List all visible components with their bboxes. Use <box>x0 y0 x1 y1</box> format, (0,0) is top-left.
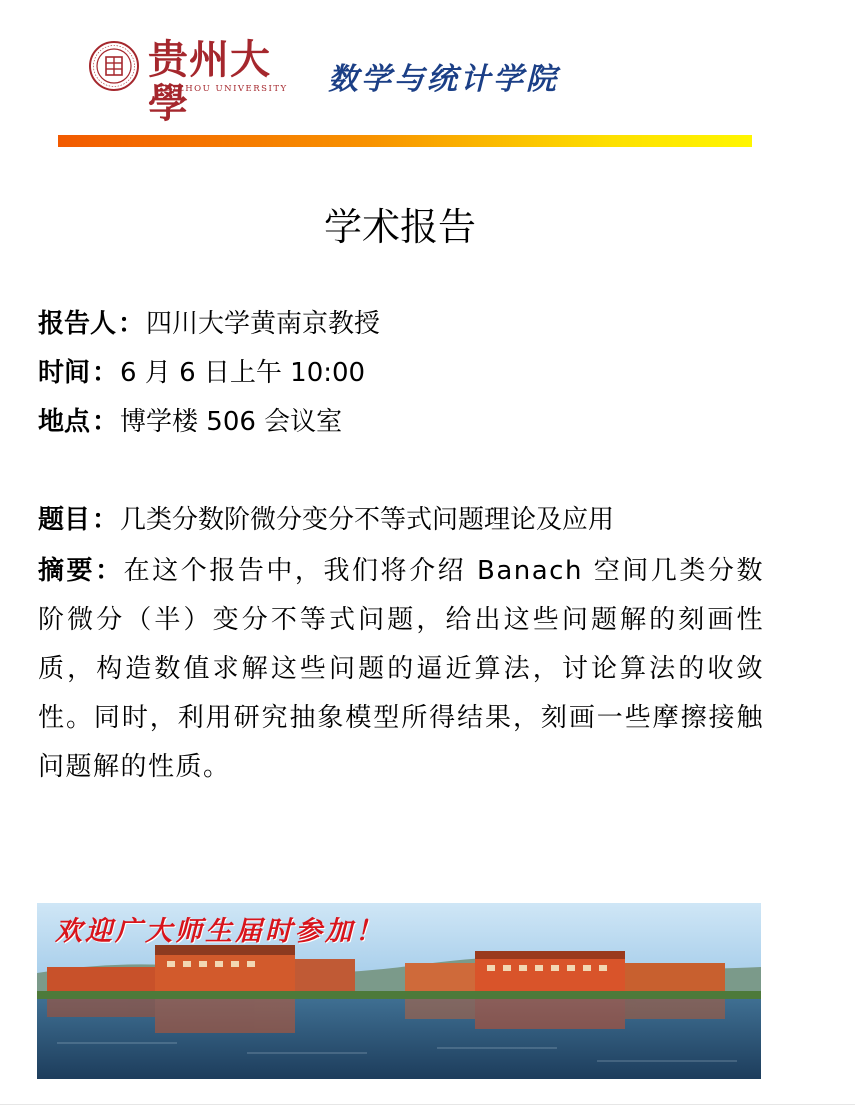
header-gradient-rule <box>58 135 752 147</box>
speaker-value: 四川大学黄南京教授 <box>146 309 381 339</box>
location-row <box>38 400 768 449</box>
page-bottom-divider <box>0 1104 855 1105</box>
location-label: 地点 <box>38 407 91 437</box>
speaker-row <box>38 302 768 351</box>
campus-banner <box>37 903 761 1079</box>
speaker-label: 报告人 <box>38 309 117 339</box>
time-row <box>38 351 768 400</box>
label-separator: ： <box>95 556 124 586</box>
topic-value: 几类分数阶微分变分不等式问题理论及应用 <box>120 505 615 535</box>
time-label: 时间 <box>38 358 91 388</box>
abstract-paragraph <box>38 547 764 792</box>
label-separator: ： <box>92 358 119 388</box>
label-separator: ： <box>92 407 119 437</box>
university-seal-icon <box>88 40 140 92</box>
university-name-cn: 贵州大學 <box>148 36 271 127</box>
topic-row <box>38 498 768 542</box>
label-separator: ： <box>118 309 145 339</box>
label-separator: ： <box>92 505 119 535</box>
location-value: 博学楼 506 会议室 <box>120 407 343 437</box>
topic-label: 题目 <box>38 505 91 535</box>
abstract-label: 摘要 <box>38 556 96 586</box>
college-name: 数学与统计学院 <box>328 62 559 97</box>
page-title: 学术报告 <box>323 205 476 249</box>
seminar-info <box>38 302 768 449</box>
time-value: 6 月 6 日上午 10:00 <box>120 358 366 388</box>
welcome-slogan: 欢迎广大师生届时参加！ <box>55 916 385 947</box>
university-name-en: GUIZHOU UNIVERSITY <box>156 84 288 94</box>
abstract-value: 在这个报告中，我们将介绍 Banach 空间几类分数阶微分（半）变分不等式问题，给出这些问题解的刻画性质，构造数值求解这些问题的逼近算法，讨论算法的收敛性。同时，利用研究抽象模型所得结果，刻画一些摩擦接触问题解的性质。 <box>38 556 764 782</box>
